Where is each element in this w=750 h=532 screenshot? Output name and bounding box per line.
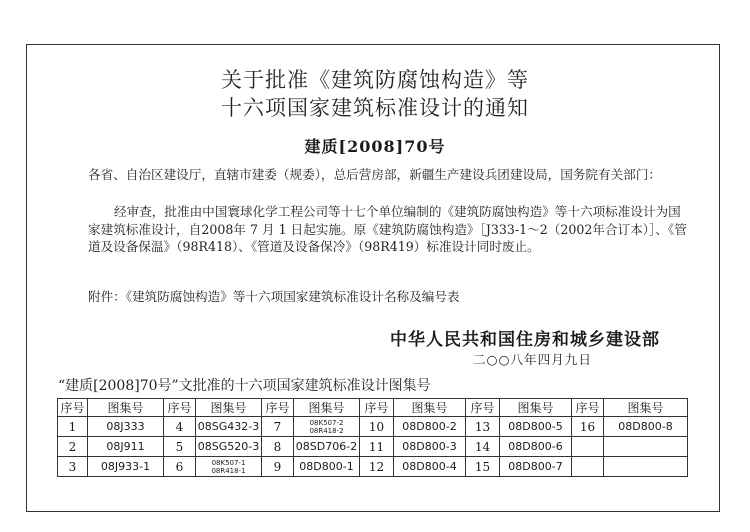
code-cell: 08D800-4: [394, 457, 466, 477]
code-cell: 08SD706-2: [294, 437, 360, 457]
code-cell: 08J333: [88, 417, 164, 437]
code-cell: 08J933-1: [88, 457, 164, 477]
seq-cell: 9: [262, 457, 294, 477]
catalog-table-title: “建质[2008]70号”文批准的十六项国家建筑标准设计图集号: [58, 378, 431, 394]
notice-title-line1: 关于批准《建筑防腐蚀构造》等: [221, 68, 529, 92]
table-row: [58, 457, 688, 477]
code-cell: 08K507-1 08R418-1: [196, 457, 262, 477]
seq-cell: 15: [466, 457, 500, 477]
header-code: 图集号: [196, 399, 262, 417]
seq-cell: 7: [262, 417, 294, 437]
header-seq: 序号: [164, 399, 196, 417]
notice-title-line2: 十六项国家建筑标准设计的通知: [221, 96, 529, 120]
code-cell: 08J911: [88, 437, 164, 457]
header-code: 图集号: [394, 399, 466, 417]
seq-cell: 16: [572, 417, 604, 437]
code-cell: 08D800-5: [500, 417, 572, 437]
seq-cell: 4: [164, 417, 196, 437]
code-cell: 08SG520-3: [196, 437, 262, 457]
header-code: 图集号: [500, 399, 572, 417]
header-seq: 序号: [466, 399, 500, 417]
code-cell: 08D800-2: [394, 417, 466, 437]
seq-cell: 5: [164, 437, 196, 457]
table-row: [58, 437, 688, 457]
header-code: 图集号: [294, 399, 360, 417]
code-cell: 08SG432-3: [196, 417, 262, 437]
seq-cell: 8: [262, 437, 294, 457]
code-cell: [604, 437, 688, 457]
code-cell: 08D800-1: [294, 457, 360, 477]
header-seq: 序号: [58, 399, 88, 417]
code-cell: [604, 457, 688, 477]
header-code: 图集号: [88, 399, 164, 417]
issuer-name: 中华人民共和国住房和城乡建设部: [390, 330, 660, 350]
catalog-header-row: [58, 399, 688, 417]
header-code: 图集号: [604, 399, 688, 417]
seq-cell: 10: [360, 417, 394, 437]
code-cell: 08D800-6: [500, 437, 572, 457]
table-row: [58, 417, 688, 437]
header-seq: 序号: [360, 399, 394, 417]
header-seq: 序号: [572, 399, 604, 417]
code-cell: 08D800-7: [500, 457, 572, 477]
header-seq: 序号: [262, 399, 294, 417]
attachment-line: 附件：《建筑防腐蚀构造》等十六项国家建筑标准设计名称及编号表: [88, 289, 460, 304]
seq-cell: 11: [360, 437, 394, 457]
addressee-paragraph: 各省、自治区建设厅，直辖市建委（规委），总后营房部，新疆生产建设兵团建设局，国务院有关部门：: [88, 167, 662, 182]
seq-cell: 2: [58, 437, 88, 457]
seq-cell: 3: [58, 457, 88, 477]
seq-cell: 12: [360, 457, 394, 477]
seq-cell: [572, 437, 604, 457]
seq-cell: 1: [58, 417, 88, 437]
seq-cell: [572, 457, 604, 477]
catalog-table: [57, 398, 688, 477]
issue-date: 二○○八年四月九日: [472, 352, 592, 367]
document-number: 建质[2008]70号: [304, 137, 446, 156]
code-cell: 08K507-2 08R418-2: [294, 417, 360, 437]
seq-cell: 14: [466, 437, 500, 457]
seq-cell: 13: [466, 417, 500, 437]
code-cell: 08D800-8: [604, 417, 688, 437]
code-cell: 08D800-3: [394, 437, 466, 457]
seq-cell: 6: [164, 457, 196, 477]
main-paragraph: 经审查，批准由中国寰球化学工程公司等十七个单位编制的《建筑防腐蚀构造》等十六项标准设计为国家建筑标准设计，自2008年 7 月 1 日起实施。原《建筑防腐蚀构造》［J333-1～2（2002年合订本）］、《管道及设备保温》（98R418）、《管道及设备保冷》（98R419）标准设计同时废止。: [88, 204, 687, 254]
